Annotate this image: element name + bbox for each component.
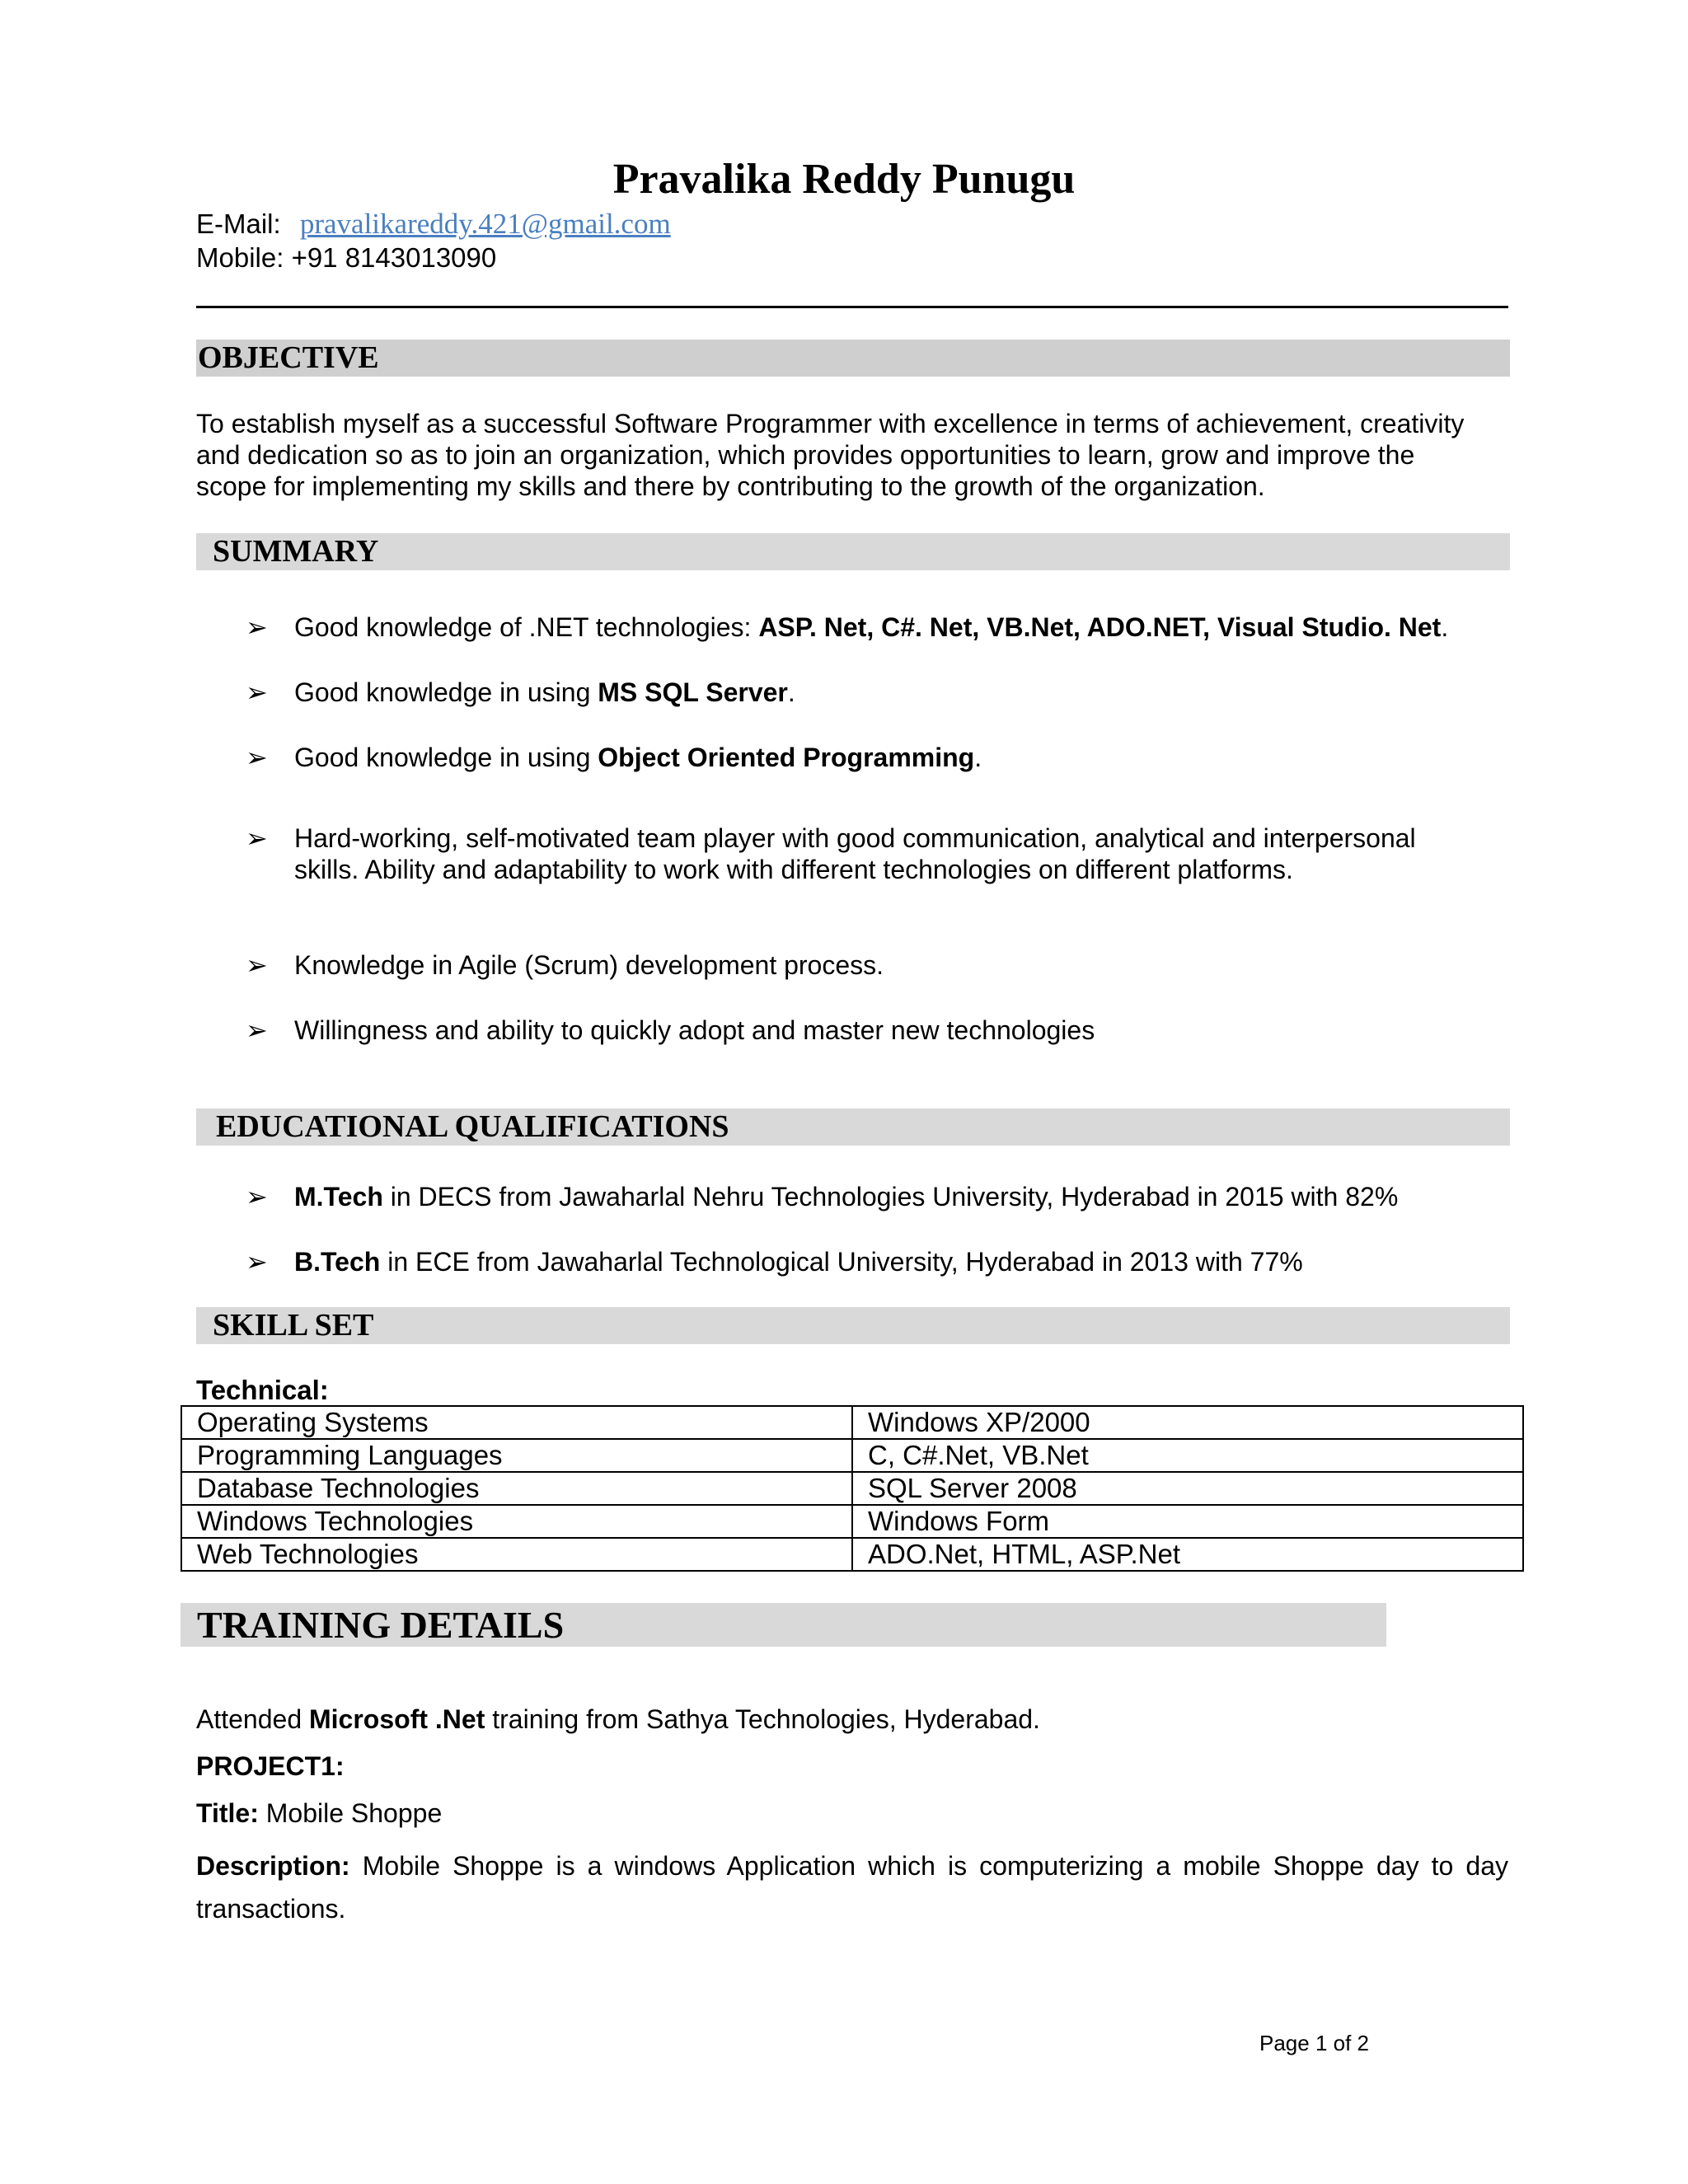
summary-header	[196, 533, 1510, 570]
project-label: PROJECT1:	[196, 1751, 345, 1781]
summary-item	[294, 612, 1506, 643]
mobile-label: Mobile:	[196, 242, 284, 273]
bullet-arrow-icon: ➢	[246, 950, 268, 980]
skills-header	[196, 1307, 1510, 1344]
skill-category: Database Technologies	[181, 1472, 852, 1505]
training-title: TRAINING DETAILS	[197, 1604, 565, 1646]
training-text: training from Sathya Technologies, Hyderabad.	[485, 1704, 1040, 1734]
description-text: Mobile Shoppe is a windows Application which is computerizing a mobile Shoppe day to day	[349, 1851, 1508, 1881]
bullet-arrow-icon: ➢	[246, 823, 268, 853]
degree-details: in ECE from Jawaharlal Technological University, Hyderabad in 2013 with 77%	[380, 1247, 1303, 1277]
email-line	[196, 208, 671, 241]
skill-value: Windows XP/2000	[852, 1406, 1523, 1439]
bullet-arrow-icon: ➢	[246, 677, 268, 707]
objective-text	[196, 408, 1508, 502]
bullet-arrow-icon: ➢	[246, 1015, 268, 1045]
skill-category: Programming Languages	[181, 1439, 852, 1472]
summary-item-text: Good knowledge in using	[294, 743, 598, 772]
table-row	[181, 1472, 1523, 1505]
mobile-line	[196, 241, 496, 274]
objective-line: scope for implementing my skills and there by contributing to the growth of the organization.	[196, 471, 1265, 501]
training-attended	[196, 1704, 1508, 1735]
degree-name: B.Tech	[294, 1247, 381, 1277]
education-title: EDUCATIONAL QUALIFICATIONS	[216, 1109, 729, 1144]
email-link[interactable]: pravalikareddy.421@gmail.com	[299, 208, 671, 240]
summary-item-text: .	[1441, 612, 1449, 642]
summary-item-bold: Object Oriented Programming	[598, 743, 975, 772]
bullet-arrow-icon: ➢	[246, 612, 268, 642]
summary-item: Willingness and ability to quickly adopt and master new technologies	[294, 1015, 1095, 1045]
summary-title: SUMMARY	[213, 534, 379, 569]
mobile-number: +91 8143013090	[291, 242, 497, 273]
table-row	[181, 1439, 1523, 1472]
bullet-arrow-icon: ➢	[246, 1247, 268, 1277]
education-header	[196, 1108, 1510, 1146]
table-row	[181, 1538, 1523, 1571]
training-header	[181, 1603, 1386, 1647]
objective-line: To establish myself as a successful Software Programmer with excellence in terms of achievement, creativity	[196, 409, 1465, 438]
summary-item-bold: ASP. Net, C#. Net, VB.Net, ADO.NET, Visual Studio. Net	[758, 612, 1442, 642]
degree-name: M.Tech	[294, 1182, 383, 1212]
skill-category: Operating Systems	[181, 1406, 852, 1439]
objective-header	[196, 340, 1510, 377]
training-text: Attended	[196, 1704, 309, 1734]
project-title	[196, 1797, 1508, 1829]
summary-item-line: skills. Ability and adaptability to work with different technologies on different platforms.	[294, 855, 1293, 884]
education-item	[294, 1181, 1506, 1212]
summary-item	[294, 823, 1506, 885]
skill-value: Windows Form	[852, 1505, 1523, 1538]
technical-label: Technical:	[196, 1375, 329, 1405]
skill-value: C, C#.Net, VB.Net	[852, 1439, 1523, 1472]
skills-table	[181, 1405, 1524, 1572]
project-title-value: Mobile Shoppe	[258, 1798, 443, 1828]
email-label: E-Mail:	[196, 209, 281, 239]
degree-details: in DECS from Jawaharlal Nehru Technologies University, Hyderabad in 2015 with 82%	[382, 1182, 1399, 1212]
page-number: Page 1 of 2	[1259, 2031, 1369, 2055]
header-divider	[196, 306, 1508, 308]
skill-category: Windows Technologies	[181, 1505, 852, 1538]
bullet-arrow-icon: ➢	[246, 743, 268, 772]
bullet-arrow-icon: ➢	[246, 1182, 268, 1212]
summary-item-text: .	[974, 743, 982, 772]
training-course: Microsoft .Net	[309, 1704, 485, 1734]
skills-title: SKILL SET	[213, 1308, 374, 1343]
skill-category: Web Technologies	[181, 1538, 852, 1571]
description-line: transactions.	[196, 1894, 346, 1924]
summary-item: Knowledge in Agile (Scrum) development process.	[294, 950, 884, 980]
summary-item-text: Good knowledge in using	[294, 677, 598, 707]
table-row	[181, 1505, 1523, 1538]
summary-item	[294, 677, 1506, 708]
table-row	[181, 1406, 1523, 1439]
objective-line: and dedication so as to join an organization, which provides opportunities to learn, grow and improve the	[196, 440, 1415, 470]
description-label: Description:	[196, 1851, 350, 1881]
skill-value: ADO.Net, HTML, ASP.Net	[852, 1538, 1523, 1571]
candidate-name: Pravalika Reddy Punugu	[612, 156, 1076, 203]
summary-item-line: Hard-working, self-motivated team player with good communication, analytical and interpersonal	[294, 823, 1416, 853]
description-line	[196, 1844, 1508, 1887]
education-item	[294, 1246, 1506, 1277]
summary-item-text: Good knowledge of .NET technologies:	[294, 612, 759, 642]
summary-item-bold: MS SQL Server	[598, 677, 788, 707]
project-title-label: Title:	[196, 1798, 259, 1828]
skill-value: SQL Server 2008	[852, 1472, 1523, 1505]
project-description	[196, 1844, 1508, 1930]
objective-title: OBJECTIVE	[198, 340, 379, 375]
summary-item-text: .	[787, 677, 795, 707]
summary-item	[294, 742, 1506, 773]
